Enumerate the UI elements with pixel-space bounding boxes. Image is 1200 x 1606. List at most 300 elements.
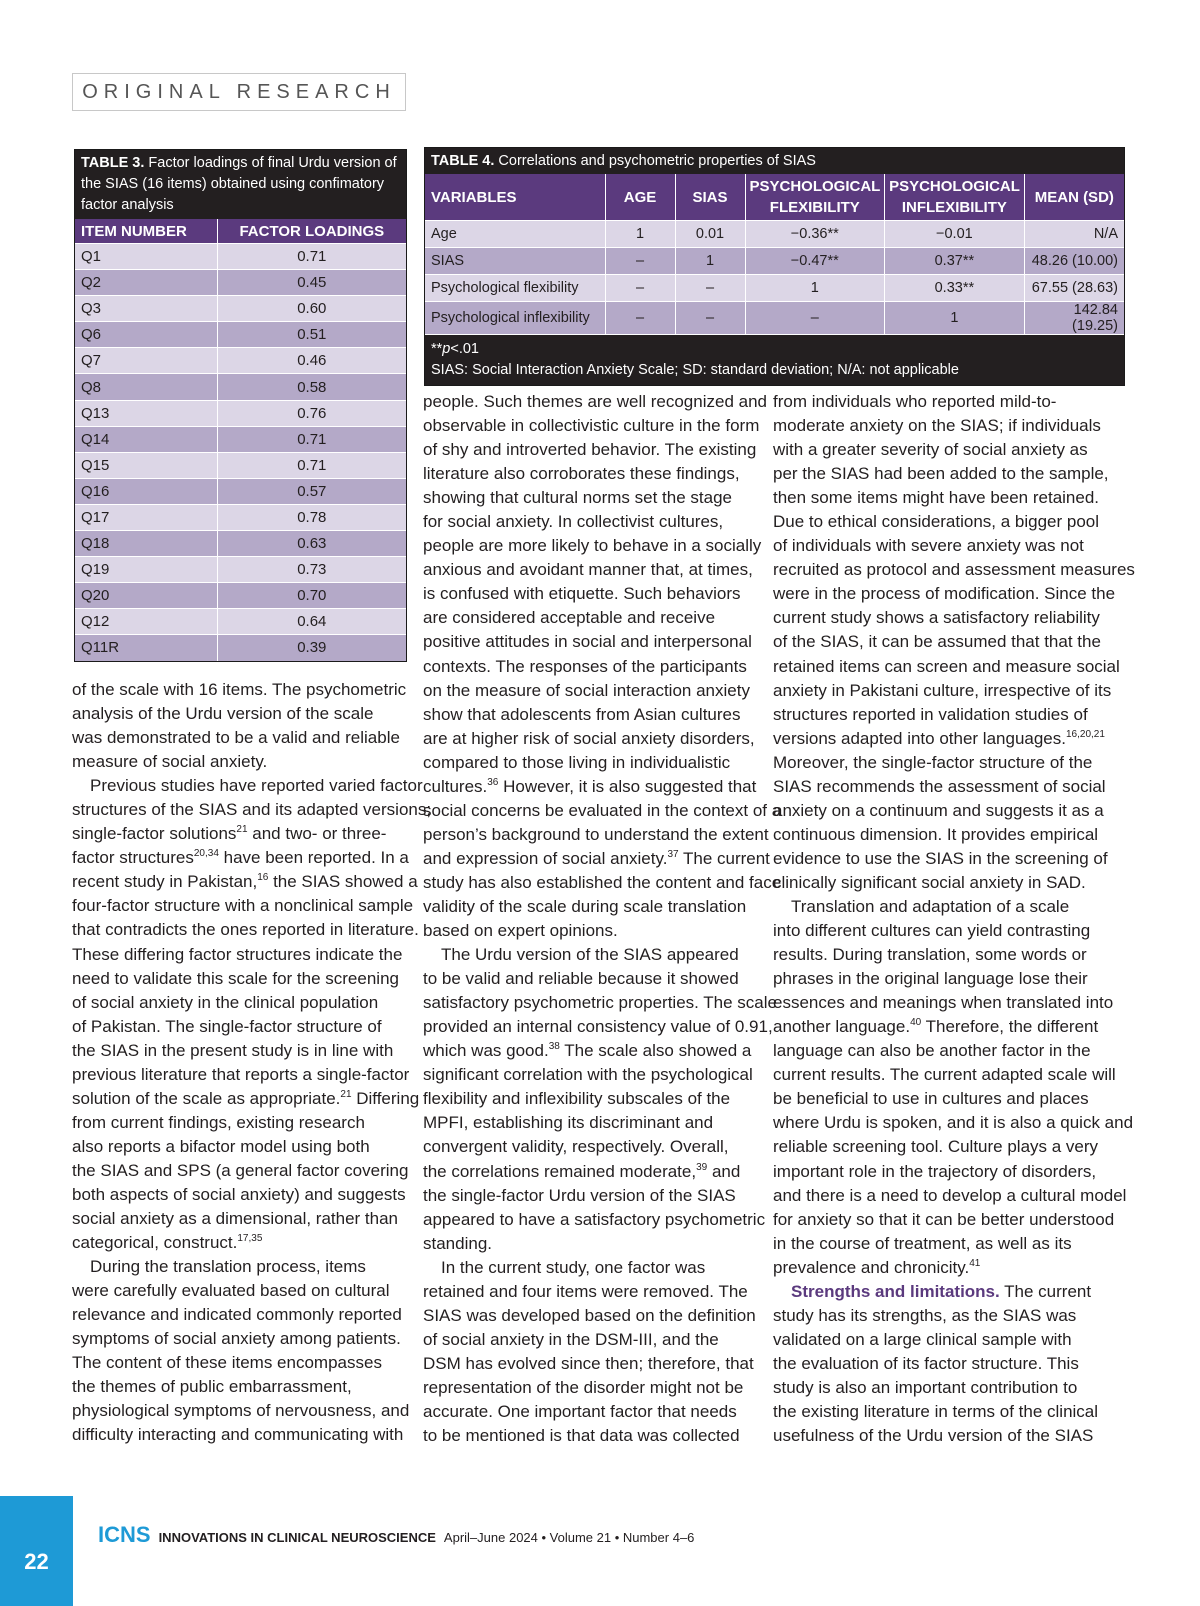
text-segment: previous literature that reports a single-factor xyxy=(72,1064,410,1084)
text-segment: that contradicts the ones reported in literature. xyxy=(72,920,419,940)
table-4-caption-label: TABLE 4. xyxy=(431,153,495,169)
table-row xyxy=(75,426,406,452)
journal-name: INNOVATIONS IN CLINICAL NEUROSCIENCE xyxy=(158,1530,436,1545)
mean-sd-cell: 48.26 (10.00) xyxy=(1024,248,1124,275)
table-row xyxy=(75,504,406,530)
flexibility-cell: 1 xyxy=(745,275,885,302)
text-line xyxy=(72,1327,406,1351)
text-line xyxy=(773,1304,1113,1328)
text-line xyxy=(773,1280,1113,1304)
text-segment: current results. The current adapted scale will xyxy=(773,1065,1116,1085)
text-segment: the SIAS in the present study is in line with xyxy=(72,1040,394,1060)
text-segment: another language. xyxy=(773,1017,911,1037)
journal-issue: April–June 2024 • Volume 21 • Number 4–6 xyxy=(443,1530,695,1545)
text-line xyxy=(773,462,1113,486)
table-4-caption-text: Correlations and psychometric properties of SIAS xyxy=(498,153,816,169)
text-segment: SIAS was developed based on the definition xyxy=(423,1305,756,1325)
text-segment: study has its strengths, as the SIAS was xyxy=(773,1305,1077,1325)
text-line xyxy=(72,846,409,870)
age-cell: – xyxy=(605,302,675,335)
text-line xyxy=(773,1376,1113,1400)
text-segment: into different cultures can yield contrasting xyxy=(773,921,1091,941)
text-line xyxy=(773,1063,1116,1087)
text-segment: contexts. The responses of the participants xyxy=(423,656,747,676)
item-number-cell: Q20 xyxy=(75,583,217,609)
text-segment: the SIAS and SPS (a general factor covering xyxy=(72,1160,409,1180)
text-segment: per the SIAS had been added to the sample, xyxy=(773,464,1109,484)
text-segment: Translation and adaptation of a scale xyxy=(791,896,1070,916)
table-4-sig-note xyxy=(431,339,1118,360)
text-line xyxy=(773,1184,1127,1208)
text-segment: were in the process of modification. Since the xyxy=(773,584,1116,604)
variable-cell: Psychological flexibility xyxy=(425,275,605,302)
text-segment: phrases in the original language lose their xyxy=(773,969,1088,989)
text-line xyxy=(773,558,1135,582)
text-line xyxy=(423,871,782,895)
text-line xyxy=(72,991,406,1015)
text-segment: the existing literature in terms of the clinical xyxy=(773,1401,1099,1421)
text-segment: significant correlation with the psychological xyxy=(423,1065,753,1085)
text-segment: single-factor solutions xyxy=(72,824,237,844)
text-segment: factor structures xyxy=(72,848,194,868)
text-segment: continuous dimension. It provides empirical xyxy=(773,824,1099,844)
text-line xyxy=(423,1232,760,1256)
text-segment: The scale also showed a xyxy=(559,1041,752,1061)
text-line xyxy=(423,1015,773,1039)
text-line xyxy=(72,1111,406,1135)
variable-cell: Age xyxy=(425,221,605,248)
mean-sd-cell: 67.55 (28.63) xyxy=(1024,275,1124,302)
text-line xyxy=(773,1039,1113,1063)
text-line xyxy=(773,655,1120,679)
text-segment: of the scale with 16 items. The psychometric xyxy=(72,680,407,699)
text-line xyxy=(72,894,414,918)
text-segment: Due to ethical considerations, a bigger pool xyxy=(773,512,1100,532)
text-segment: categorical, construct. xyxy=(72,1233,238,1253)
citation-superscript: 38 xyxy=(548,1041,560,1053)
text-segment: anxious and avoidant manner that, at times, xyxy=(423,560,753,580)
text-segment: prevalence and chronicity. xyxy=(773,1257,970,1277)
text-line xyxy=(72,822,406,846)
text-segment: important role in the trajectory of disorders, xyxy=(773,1161,1097,1181)
age-cell: 1 xyxy=(605,221,675,248)
text-line xyxy=(423,727,760,751)
item-number-cell: Q7 xyxy=(75,348,217,374)
text-segment: and expression of social anxiety. xyxy=(423,848,668,868)
factor-loading-cell: 0.76 xyxy=(217,400,406,426)
text-segment: However, it is also suggested that xyxy=(498,776,757,796)
text-segment: literature also corroborates these findings, xyxy=(423,464,740,484)
table-row xyxy=(75,322,406,348)
text-line xyxy=(423,1304,760,1328)
text-segment: people. Such themes are well recognized and xyxy=(423,392,767,411)
text-line xyxy=(72,870,418,894)
text-segment: and there is a need to develop a cultural model xyxy=(773,1185,1127,1205)
text-line xyxy=(773,1208,1113,1232)
variable-cell: Psychological inflexibility xyxy=(425,302,605,335)
text-segment: Previous studies have reported varied factor xyxy=(90,776,423,796)
text-segment: validity of the scale during scale translation xyxy=(423,896,747,916)
text-segment: current study shows a satisfactory reliability xyxy=(773,608,1100,628)
item-number-cell: Q18 xyxy=(75,531,217,557)
text-line xyxy=(773,414,1113,438)
text-segment: In the current study, one factor was xyxy=(441,1257,706,1277)
text-line xyxy=(423,991,777,1015)
factor-loading-cell: 0.57 xyxy=(217,478,406,504)
citation-superscript: 37 xyxy=(667,848,679,860)
text-segment: satisfactory psychometric properties. The scale xyxy=(423,993,777,1013)
text-line xyxy=(423,679,760,703)
text-line xyxy=(423,606,760,630)
text-line xyxy=(72,678,406,702)
text-segment: in the course of treatment, as well as its xyxy=(773,1233,1072,1253)
body-column-3 xyxy=(773,390,1135,1448)
inflexibility-cell: 0.37** xyxy=(885,248,1025,275)
factor-loading-cell: 0.71 xyxy=(217,452,406,478)
table-row xyxy=(75,374,406,400)
text-segment: recent study in Pakistan, xyxy=(72,872,258,892)
text-segment: with a greater severity of social anxiety as xyxy=(773,440,1088,460)
text-line xyxy=(423,462,760,486)
text-line xyxy=(423,1280,760,1304)
table-3-header-item: ITEM NUMBER xyxy=(75,219,217,244)
factor-loading-cell: 0.63 xyxy=(217,531,406,557)
text-line xyxy=(423,1376,760,1400)
table-row xyxy=(75,557,406,583)
text-segment: of Pakistan. The single-factor structure of xyxy=(72,1016,382,1036)
text-line xyxy=(72,1063,410,1087)
mean-sd-cell: 142.84 (19.25) xyxy=(1024,302,1124,335)
text-segment: Moreover, the single-factor structure of the xyxy=(773,752,1093,772)
text-segment: four-factor structure with a nonclinical sample xyxy=(72,896,414,916)
age-cell: – xyxy=(605,275,675,302)
factor-loading-cell: 0.64 xyxy=(217,609,406,635)
flexibility-cell: −0.36** xyxy=(745,221,885,248)
text-segment: Therefore, the different xyxy=(921,1017,1099,1037)
table-row xyxy=(75,270,406,296)
text-line xyxy=(773,967,1113,991)
inflexibility-cell: −0.01 xyxy=(885,221,1025,248)
table-4-header-variables: VARIABLES xyxy=(425,174,605,221)
text-line xyxy=(423,438,760,462)
text-line xyxy=(423,414,760,438)
table-3-caption xyxy=(75,150,406,219)
text-line xyxy=(423,1208,766,1232)
table-row xyxy=(425,302,1124,335)
item-number-cell: Q12 xyxy=(75,609,217,635)
section-label: ORIGINAL RESEARCH xyxy=(72,73,406,111)
text-segment: essences and meanings when translated into xyxy=(773,993,1114,1013)
text-segment: where Urdu is spoken, and it is also a quick and xyxy=(773,1113,1134,1133)
text-line xyxy=(423,655,760,679)
text-line xyxy=(773,1400,1113,1424)
table-3-caption-label: TABLE 3. xyxy=(81,155,145,171)
flexibility-cell: −0.47** xyxy=(745,248,885,275)
citation-superscript: 40 xyxy=(910,1017,922,1029)
text-line xyxy=(773,919,1113,943)
factor-loading-cell: 0.39 xyxy=(217,635,406,661)
text-segment: also reports a bifactor model using both xyxy=(72,1136,370,1156)
text-line xyxy=(72,918,419,942)
text-line xyxy=(773,991,1113,1015)
text-segment: on the measure of social interaction anxiety xyxy=(423,680,750,700)
body-column-1 xyxy=(72,678,432,1448)
text-line xyxy=(423,1087,760,1111)
factor-loading-cell: 0.58 xyxy=(217,374,406,400)
table-row xyxy=(75,583,406,609)
text-line xyxy=(72,1399,410,1423)
table-4-body xyxy=(425,221,1124,335)
text-line xyxy=(423,630,760,654)
journal-abbrev: ICNS xyxy=(98,1522,151,1547)
text-segment: representation of the disorder might not be xyxy=(423,1377,744,1397)
text-segment: positive attitudes in social and interpersonal xyxy=(423,632,752,652)
factor-loading-cell: 0.51 xyxy=(217,322,406,348)
table-row xyxy=(75,635,406,661)
text-line xyxy=(423,558,760,582)
item-number-cell: Q13 xyxy=(75,400,217,426)
citation-superscript: 16,20,21 xyxy=(1065,728,1105,740)
text-segment: structures of the SIAS and its adapted versions; xyxy=(72,800,432,820)
text-segment: are at higher risk of social anxiety disorders, xyxy=(423,728,755,748)
age-cell: – xyxy=(605,248,675,275)
table-4-abbrev-note: SIAS: Social Interaction Anxiety Scale; SD: standard deviation; N/A: not applicable xyxy=(431,362,959,378)
text-segment: based on expert opinions. xyxy=(423,921,618,941)
item-number-cell: Q19 xyxy=(75,557,217,583)
text-segment: During the translation process, items xyxy=(90,1257,366,1277)
mean-sd-cell: N/A xyxy=(1024,221,1124,248)
text-line xyxy=(72,1375,406,1399)
text-line xyxy=(423,919,760,943)
page-number: 22 xyxy=(0,1496,73,1606)
table-row xyxy=(425,221,1124,248)
text-segment: to be valid and reliable because it showed xyxy=(423,969,739,989)
text-segment: show that adolescents from Asian cultures xyxy=(423,704,741,724)
text-line xyxy=(423,1111,760,1135)
inflexibility-cell: 0.33** xyxy=(885,275,1025,302)
text-segment: provided an internal consistency value of 0.91, xyxy=(423,1017,773,1037)
table-row xyxy=(75,244,406,270)
text-line xyxy=(773,943,1113,967)
table-row xyxy=(75,531,406,557)
text-segment: The Urdu version of the SIAS appeared xyxy=(441,945,739,965)
text-line xyxy=(423,895,760,919)
text-line xyxy=(72,1183,406,1207)
text-line xyxy=(423,751,760,775)
text-segment: social concerns be evaluated in the context of a xyxy=(423,800,782,820)
factor-loading-cell: 0.45 xyxy=(217,270,406,296)
text-segment: both aspects of social anxiety) and suggests xyxy=(72,1184,406,1204)
text-line xyxy=(72,1255,406,1279)
text-line xyxy=(72,943,406,967)
citation-superscript: 17,35 xyxy=(237,1233,263,1245)
text-line xyxy=(72,1351,406,1375)
citation-superscript: 20,34 xyxy=(193,848,219,860)
text-segment: The current xyxy=(999,1281,1092,1301)
text-segment: need to validate this scale for the screening xyxy=(72,968,399,988)
text-line xyxy=(773,1328,1113,1352)
text-line xyxy=(423,486,760,510)
text-line xyxy=(773,606,1113,630)
inflexibility-cell: 1 xyxy=(885,302,1025,335)
citation-superscript: 41 xyxy=(969,1257,981,1269)
body-column-2 xyxy=(423,390,782,1448)
table-row xyxy=(75,400,406,426)
text-line xyxy=(423,943,760,967)
table-4-header-inflexibility: PSYCHOLOGICAL INFLEXIBILITY xyxy=(885,174,1025,221)
text-line xyxy=(773,1424,1113,1448)
table-4-notes xyxy=(425,335,1124,385)
text-segment: clinically significant social anxiety in SAD. xyxy=(773,872,1086,892)
table-row xyxy=(75,609,406,635)
text-line xyxy=(773,727,1113,751)
text-segment: of the SIAS, it can be assumed that that the xyxy=(773,632,1101,652)
text-line xyxy=(423,1160,760,1184)
text-segment: retained items can screen and measure social xyxy=(773,656,1120,676)
factor-loading-cell: 0.73 xyxy=(217,557,406,583)
item-number-cell: Q14 xyxy=(75,426,217,452)
text-segment: observable in collectivistic culture in the form xyxy=(423,416,760,436)
text-line xyxy=(72,1423,406,1447)
text-segment: symptoms of social anxiety among patients. xyxy=(72,1329,401,1349)
text-segment: of social anxiety in the clinical population xyxy=(72,992,379,1012)
item-number-cell: Q8 xyxy=(75,374,217,400)
text-segment: from current findings, existing research xyxy=(72,1112,365,1132)
text-segment: of social anxiety in the DSM-III, and the xyxy=(423,1329,719,1349)
text-segment: validated on a large clinical sample with xyxy=(773,1329,1072,1349)
text-line xyxy=(423,1256,760,1280)
text-line xyxy=(72,1231,406,1255)
text-line xyxy=(773,1135,1113,1159)
citation-superscript: 21 xyxy=(236,824,248,836)
text-line xyxy=(773,1015,1113,1039)
text-segment: anxiety in Pakistani culture, irrespective of its xyxy=(773,680,1112,700)
text-line xyxy=(773,679,1113,703)
text-segment: which was good. xyxy=(423,1041,549,1061)
text-line xyxy=(72,1135,406,1159)
text-segment: be beneficial to use in cultures and places xyxy=(773,1089,1089,1109)
table-3 xyxy=(74,149,407,662)
text-line xyxy=(72,702,406,726)
text-line xyxy=(423,1039,760,1063)
text-line xyxy=(423,775,760,799)
text-line xyxy=(423,799,782,823)
table-3-caption-text: Factor loadings of final Urdu version of the SIAS (16 items) obtained using confimatory factor analysis xyxy=(81,155,397,213)
factor-loading-cell: 0.60 xyxy=(217,296,406,322)
sias-cell: – xyxy=(675,275,745,302)
text-segment: flexibility and inflexibility subscales of the xyxy=(423,1089,731,1109)
text-segment: the SIAS showed a xyxy=(268,872,418,892)
subheading-runin: Strengths and limitations. xyxy=(791,1281,1000,1301)
citation-superscript: 36 xyxy=(487,776,499,788)
text-segment: cultures. xyxy=(423,776,488,796)
table-row xyxy=(75,478,406,504)
text-segment: relevance and indicated commonly reported xyxy=(72,1305,402,1325)
text-segment: retained and four items were removed. The xyxy=(423,1281,748,1301)
table-row xyxy=(425,275,1124,302)
sig-stars: ** xyxy=(431,341,443,357)
text-segment: physiological symptoms of nervousness, and xyxy=(72,1401,410,1421)
text-line xyxy=(72,1279,406,1303)
text-line xyxy=(423,967,760,991)
factor-loading-cell: 0.71 xyxy=(217,244,406,270)
text-segment: analysis of the Urdu version of the scale xyxy=(72,704,374,724)
text-line xyxy=(423,1063,760,1087)
table-3-header-loading: FACTOR LOADINGS xyxy=(217,219,406,244)
text-line xyxy=(423,1400,760,1424)
text-line xyxy=(773,1352,1113,1376)
table-row xyxy=(75,296,406,322)
text-segment: of individuals with severe anxiety was not xyxy=(773,536,1084,556)
text-line xyxy=(423,847,770,871)
text-segment: of shy and introverted behavior. The existing xyxy=(423,440,757,460)
text-segment: recruited as protocol and assessment measures xyxy=(773,560,1135,580)
text-segment: are considered acceptable and receive xyxy=(423,608,716,628)
text-line xyxy=(72,1015,406,1039)
text-line xyxy=(773,510,1113,534)
text-line xyxy=(72,726,406,750)
table-4-header-age: AGE xyxy=(605,174,675,221)
text-segment: versions adapted into other languages. xyxy=(773,728,1066,748)
table-3-body xyxy=(75,244,406,661)
text-line xyxy=(773,871,1113,895)
sias-cell: – xyxy=(675,302,745,335)
text-segment: the single-factor Urdu version of the SIAS xyxy=(423,1185,736,1205)
text-segment: DSM has evolved since then; therefore, that xyxy=(423,1353,754,1373)
text-segment: have been reported. In a xyxy=(218,848,409,868)
item-number-cell: Q15 xyxy=(75,452,217,478)
item-number-cell: Q11R xyxy=(75,635,217,661)
factor-loading-cell: 0.46 xyxy=(217,348,406,374)
item-number-cell: Q3 xyxy=(75,296,217,322)
text-line xyxy=(773,775,1113,799)
text-line xyxy=(773,1087,1113,1111)
text-line xyxy=(773,630,1113,654)
item-number-cell: Q17 xyxy=(75,504,217,530)
text-segment: solution of the scale as appropriate. xyxy=(72,1088,341,1108)
text-segment: anxiety on a continuum and suggests it as a xyxy=(773,800,1104,820)
text-segment: and two- or three- xyxy=(247,824,387,844)
text-segment: moderate anxiety on the SIAS; if individuals xyxy=(773,416,1101,436)
text-line xyxy=(72,750,406,774)
text-segment: measure of social anxiety. xyxy=(72,752,268,772)
table-4-header-flexibility: PSYCHOLOGICAL FLEXIBILITY xyxy=(745,174,885,221)
text-line xyxy=(423,1184,760,1208)
text-segment: is confused with etiquette. Such behaviors xyxy=(423,584,741,604)
text-line xyxy=(773,1111,1134,1135)
text-line xyxy=(773,895,1113,919)
text-line xyxy=(773,703,1113,727)
text-line xyxy=(72,1159,409,1183)
text-line xyxy=(72,967,406,991)
sias-cell: 0.01 xyxy=(675,221,745,248)
factor-loading-cell: 0.70 xyxy=(217,583,406,609)
text-segment: people are more likely to behave in a socially xyxy=(423,536,762,556)
text-line xyxy=(773,751,1113,775)
text-segment: reliable screening tool. Culture plays a very xyxy=(773,1137,1099,1157)
text-segment: compared to those living in individualistic xyxy=(423,752,731,772)
factor-loading-cell: 0.78 xyxy=(217,504,406,530)
text-line xyxy=(423,1135,760,1159)
text-segment: the evaluation of its factor structure. This xyxy=(773,1353,1079,1373)
text-segment: MPFI, establishing its discriminant and xyxy=(423,1113,714,1133)
text-segment: These differing factor structures indicate the xyxy=(72,944,403,964)
variable-cell: SIAS xyxy=(425,248,605,275)
text-line xyxy=(423,1424,760,1448)
text-segment: was demonstrated to be a valid and reliable xyxy=(72,728,400,748)
text-segment: study is also an important contribution to xyxy=(773,1377,1078,1397)
citation-superscript: 39 xyxy=(696,1161,708,1173)
